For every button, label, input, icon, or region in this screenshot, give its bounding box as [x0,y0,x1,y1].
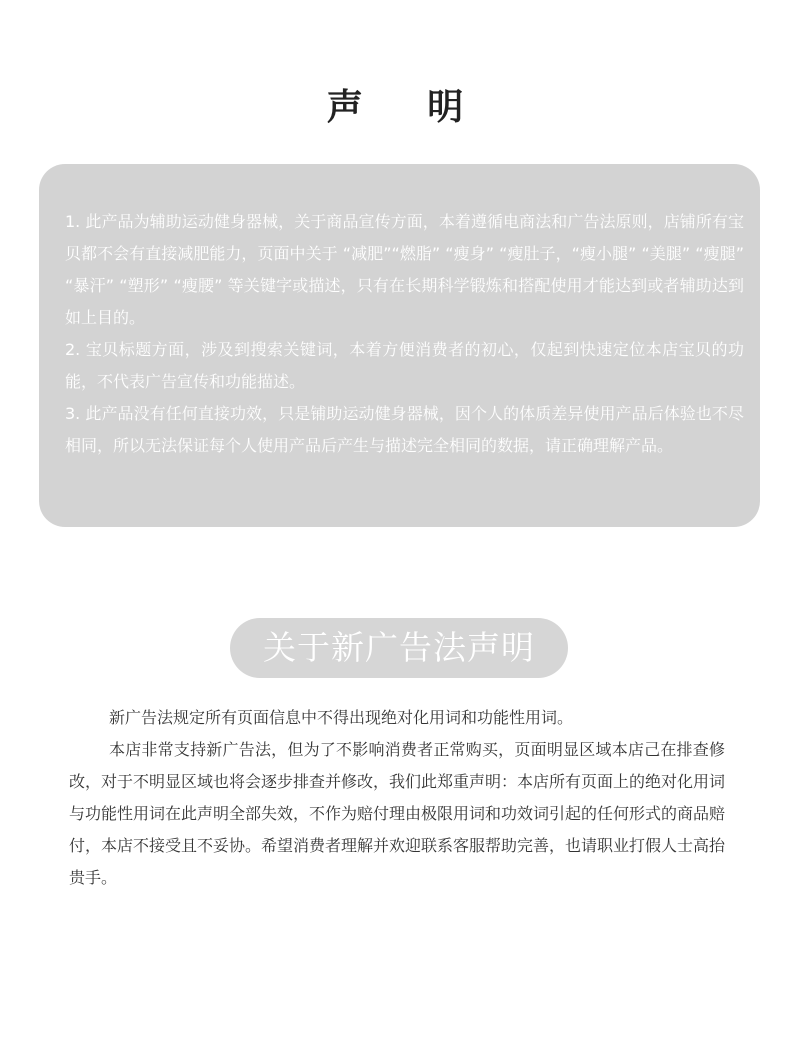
law-paragraph-2: 本店非常支持新广告法，但为了不影响消费者正常购买，页面明显区域本店己在排查修改，对于不明显区域也将会逐步排查并修改，我们此郑重声明：本店所有页面上的绝对化用词与功能性用词在此声明全部失效，不作为赔付理由极限用词和功效词引起的任何形式的商品赔付，本店不接受且不妥协。希望消费者理解并欢迎联系客服帮助完善，也请职业打假人士高抬贵手。 [69,740,726,887]
notice-item-3: 3. 此产品没有任何直接功效，只是铺助运动健身器械，因个人的体质差异使用产品后体验也不尽相同，所以无法保证每个人使用产品后产生与描述完全相同的数据，请正确理解产品。 [65,404,744,455]
notice-item-2: 2. 宝贝标题方面，涉及到搜索关键词，本着方便消费者的初心，仅起到快速定位本店宝贝的功能，不代表广告宣传和功能描述。 [65,340,744,391]
notice-panel [39,164,760,527]
law-statement [69,702,725,894]
law-section-title: 关于新广告法声明 [230,618,568,678]
page-title: 声 明 [326,87,490,128]
notice-item-1: 1. 此产品为辅助运动健身器械，关于商品宣传方面，本着遵循电商法和广告法原则，店铺所有宝贝都不会有直接减肥能力，页面中关于 “减肥”“燃脂” “瘦身” “瘦肚子，“瘦小腿” “美腿” “瘦腿” “暴汗” “塑形” “瘦腰” 等关键字或描述，只有在长期科学锻炼和搭配使用才能达到或者辅助达到如上目的。 [65,212,744,327]
law-paragraph-1: 新广告法规定所有页面信息中不得出现绝对化用词和功能性用词。 [109,708,574,727]
